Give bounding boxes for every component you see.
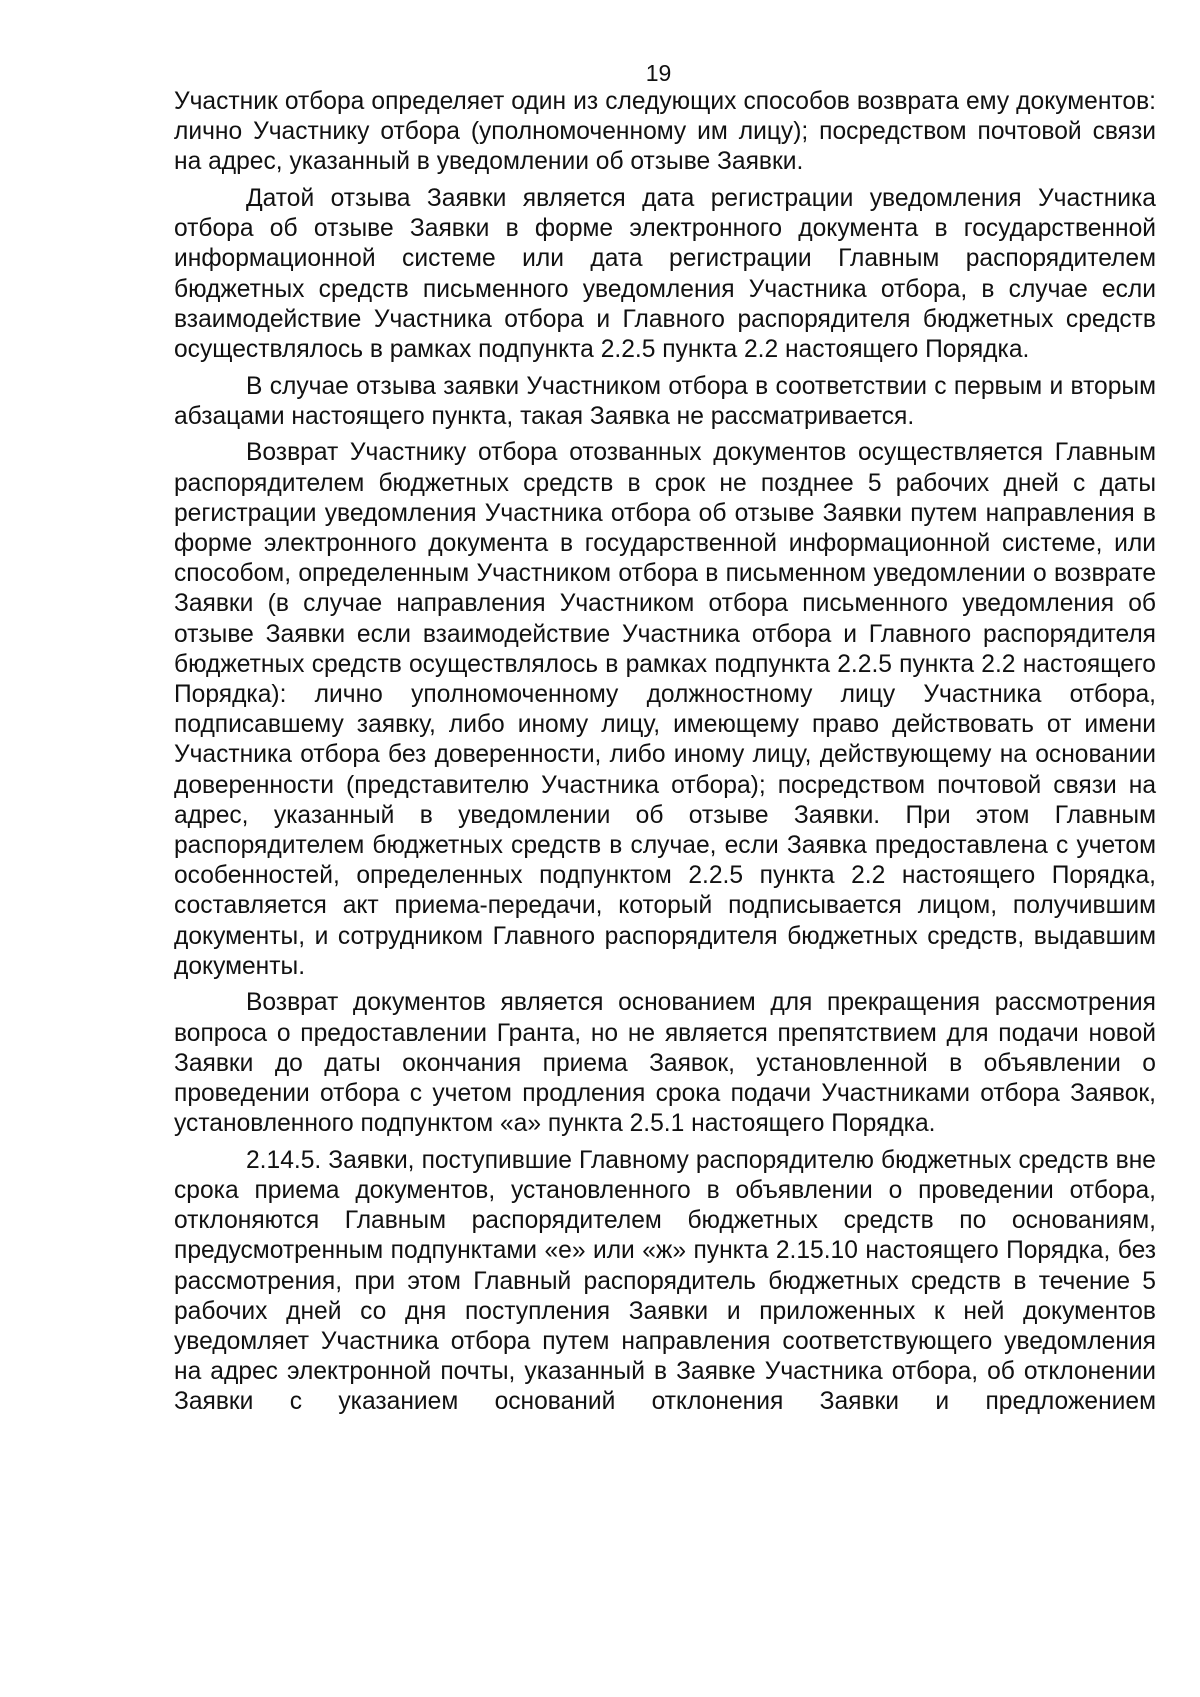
paragraph-withdrawal-date: Датой отзыва Заявки является дата регистрации уведомления Участника отбора об отзыве Заявки в форме электронного документа в государственной информационной системе или дата регистрации Главным распорядителем бюджетных средств письменного уведомления Участника отбора, в случае если взаимодействие Участника отбора и Главного распорядителя бюджетных средств осуществлялось в рамках подпункта 2.2.5 пункта 2.2 настоящего Порядка. [174,185,1156,364]
document-body [174,87,1156,1418]
paragraph-documents-return: Возврат Участнику отбора отозванных документов осуществляется Главным распорядителем бюджетных средств в срок не позднее 5 рабочих дней с даты регистрации уведомления Участника отбора об отзыве Заявки путем направления в форме электронного документа в государственной информационной системе, или способом, определенным Участником отбора в письменном уведомлении о возврате Заявки (в случае направления Участником отбора письменного уведомления об отзыве Заявки если взаимодействие Участника отбора и Главного распорядителя бюджетных средств осуществлялось в рамках подпункта 2.2.5 пункта 2.2 настоящего Порядка): лично уполномоченному должностному лицу Участника отбора, подписавшему заявку, либо иному лицу, имеющему право действовать от имени Участника отбора без доверенности, либо иному лицу, действующему на основании доверенности (представителю Участника отбора); посредством почтовой связи на адрес, указанный в уведомлении об отзыве Заявки. При этом Главным распорядителем бюджетных средств в случае, если Заявка предоставлена с учетом особенностей, определенных подпунктом 2.2.5 пункта 2.2 настоящего Порядка, составляется акт приема-передачи, который подписывается лицом, получившим документы, и сотрудником Главного распорядителя бюджетных средств, выдавшим документы. [174,439,1156,980]
paragraph-withdrawal-not-considered: В случае отзыва заявки Участником отбора в соответствии с первым и вторым абзацами настоящего пункта, такая Заявка не рассматривается. [174,372,1156,430]
page-number: 19 [645,60,672,86]
paragraph-2-14-5: 2.14.5. Заявки, поступившие Главному распорядителю бюджетных средств вне срока приема документов, установленного в объявлении о проведении отбора, отклоняются Главным распорядителем бюджетных средств по основаниям, предусмотренным подпунктами «е» или «ж» пункта 2.15.10 настоящего Порядка, без рассмотрения, при этом Главный распорядитель бюджетных средств в течение 5 рабочих дней со дня поступления Заявки и приложенных к ней документов уведомляет Участника отбора путем направления соответствующего уведомления на адрес электронной почты, указанный в Заявке Участника отбора, об отклонении Заявки с указанием оснований отклонения Заявки и предложением [174,1146,1156,1416]
paragraph-return-methods: Участник отбора определяет один из следующих способов возврата ему документов: лично Участнику отбора (уполномоченному им лицу); посредством почтовой связи на адрес, указанный в уведомлении об отзыве Заявки. [174,88,1156,176]
paragraph-return-consequences: Возврат документов является основанием для прекращения рассмотрения вопроса о предоставлении Гранта, но не является препятствием для подачи новой Заявки до даты окончания приема Заявок, установленной в объявлении о проведении отбора с учетом продления срока подачи Участниками отбора Заявок, установленного подпунктом «а» пункта 2.5.1 настоящего Порядка. [174,989,1156,1138]
